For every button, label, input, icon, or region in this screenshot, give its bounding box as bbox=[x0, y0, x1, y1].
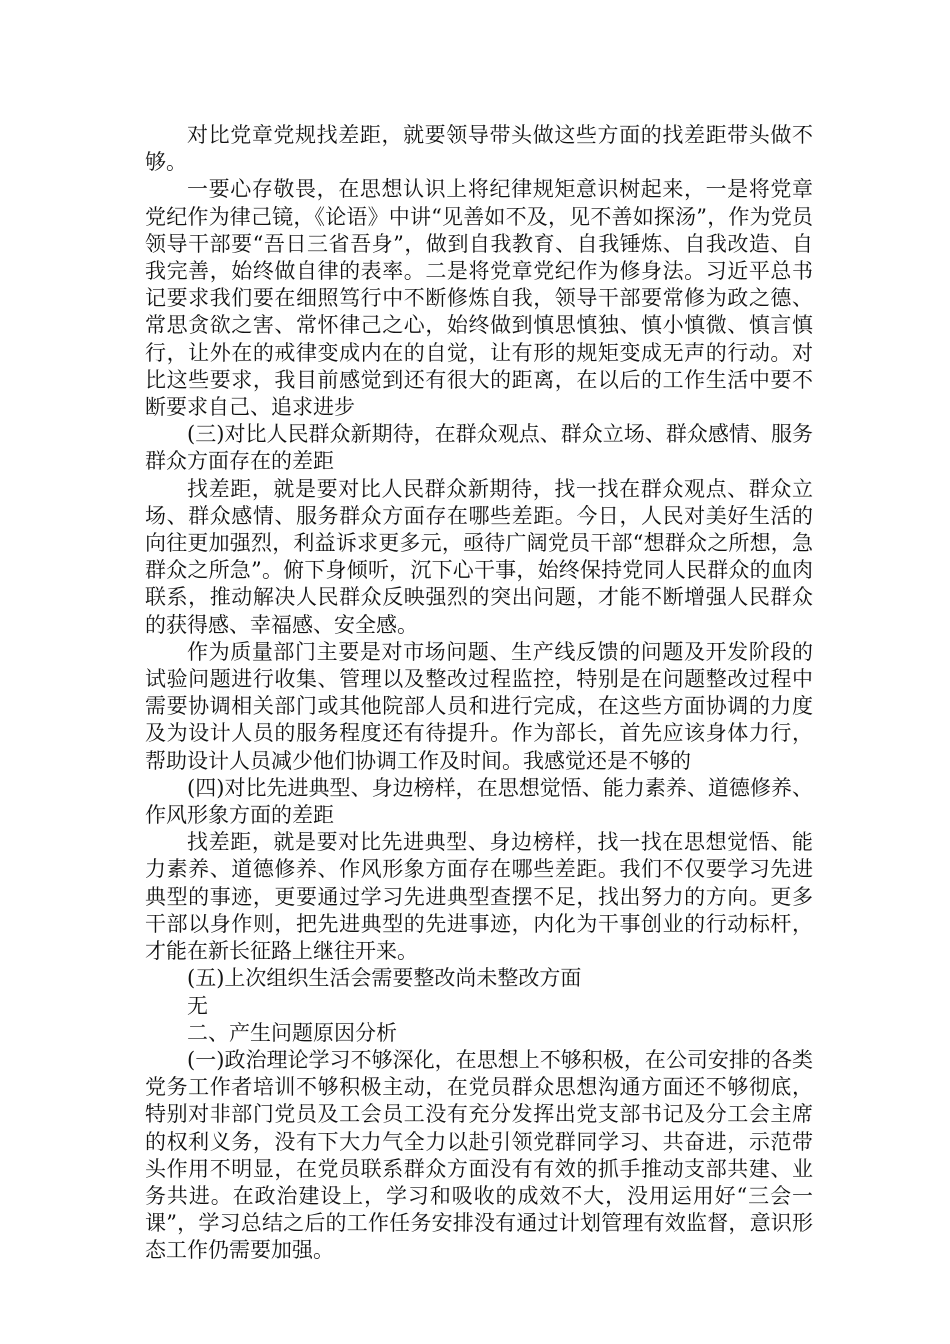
paragraph-none: 无 bbox=[187, 993, 208, 1018]
paragraph-role-models: 找差距，就是要对比先进典型、身边榜样，找一找在思想觉悟、能力素养、道德修养、作风形象方面存在哪些差距。我们不仅要学习先进典型的事迹，更要通过学习先进典型查摆不足，找出努力的方向。更多干部以身作则，把先进典型的先进事迹，内化为干事创业的行动标杆，才能在新长征路上继往开来。 bbox=[145, 830, 813, 964]
section-heading-3: (三)对比人民群众新期待，在群众观点、群众立场、群众感情、服务群众方面存在的差距 bbox=[145, 422, 813, 474]
section-heading-5: (五)上次组织生活会需要整改尚未整改方面 bbox=[187, 966, 582, 991]
section-heading-4: (四)对比先进典型、身边榜样，在思想觉悟、能力素养、道德修养、作风形象方面的差距 bbox=[145, 775, 813, 828]
paragraph-quality-department: 作为质量部门主要是对市场问题、生产线反馈的问题及开发阶段的试验问题进行收集、管理以及整改过程监控，特别是在问题整改过程中需要协调相关部门或其他院部人员和进行完成，在这些方面协调的力度及为设计人员的服务程度还有待提升。作为部长，首先应该身体力行，帮助设计人员减少他们协调工作及时间。我感觉还是不够的 bbox=[145, 639, 813, 773]
document-body bbox=[145, 122, 813, 1265]
paragraph-masses-gap: 找差距，就是要对比人民群众新期待，找一找在群众观点、群众立场、群众感情、服务群众方面存在哪些差距。今日，人民对美好生活的向往更加强烈，利益诉求更多元，亟待广阔党员干部“想群众之所想，急群众之所急”。俯下身倾听，沉下心干事，始终保持党同人民群众的血肉联系，推动解决人民群众反映强烈的突出问题，才能不断增强人民群众的获得感、幸福感、安全感。 bbox=[145, 476, 813, 637]
paragraph-political-theory: (一)政治理论学习不够深化，在思想上不够积极，在公司安排的各类党务工作者培训不够积极主动，在党员群众思想沟通方面还不够彻底，特别对非部门党员及工会员工没有充分发挥出党支部书记及分工会主席的权利义务，没有下大力气全力以赴引领党群同学习、共奋进，示范带头作用不明显，在党员联系群众方面没有有效的抓手推动支部共建、业务共进。在政治建设上，学习和吸收的成效不大，没用运用好“三会一课”，学习总结之后的工作任务安排没有通过计划管理有效监督，意识形态工作仍需要加强。 bbox=[145, 1047, 813, 1263]
paragraph-discipline: 一要心存敬畏，在思想认识上将纪律规矩意识树起来，一是将党章党纪作为律己镜，《论语》中讲“见善如不及，见不善如探汤”，作为党员领导干部要“吾日三省吾身”，做到自我教育、自我锤炼、自我改造、自我完善，始终做自律的表率。二是将党章党纪作为修身法。习近平总书记要求我们要在细照笃行中不断修炼自我，领导干部要常修为政之德、常思贪欲之害、常怀律己之心，始终做到慎思慎独、慎小慎微、慎言慎行，让外在的戒律变成内在的自觉，让有形的规矩变成无声的行动。对比这些要求，我目前感觉到还有很大的距离，在以后的工作生活中要不断要求自己、追求进步 bbox=[145, 177, 813, 420]
section-heading-cause-analysis: 二、产生问题原因分析 bbox=[187, 1020, 397, 1045]
paragraph-intro-comparison: 对比党章党规找差距，就要领导带头做这些方面的找差距带头做不够。 bbox=[145, 123, 813, 175]
